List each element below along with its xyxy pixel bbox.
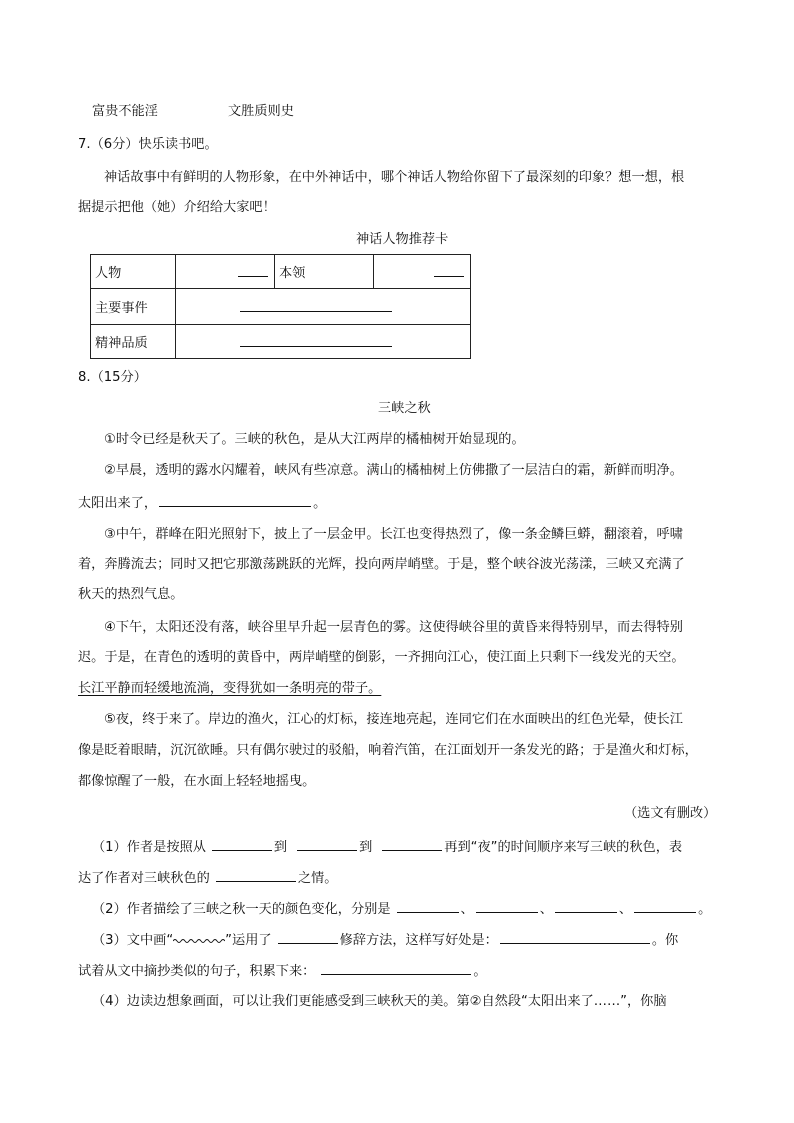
subq1-line2 <box>78 867 337 889</box>
wavy-underline-mark <box>173 934 225 944</box>
subq2-end: 。 <box>698 902 712 917</box>
subq1-text-f: 之情。 <box>297 871 338 886</box>
cell-person-answer[interactable] <box>176 255 275 289</box>
q8-header: 8.（15分） <box>78 370 147 385</box>
subq1-text-c: 到 <box>359 840 373 855</box>
subq2-text: （2）作者描绘了三峡之秋一天的颜色变化，分别是 <box>92 902 391 917</box>
subq2-blank-3[interactable] <box>555 898 617 913</box>
subq2-sep-3: 、 <box>618 902 633 917</box>
paragraph-5-line3: 都像惊醒了一般，在水面上轻轻地摇曳。 <box>78 774 316 789</box>
paragraph-1: ①时令已经是秋天了。三峡的秋色，是从大江两岸的橘柚树开始显现的。 <box>104 432 525 447</box>
subq2-blank-1[interactable] <box>397 898 459 913</box>
subq1-blank-1[interactable] <box>212 836 272 851</box>
subq1-blank-3[interactable] <box>382 836 442 851</box>
subq3-text-c: 修辞方法，这样写好处是： <box>339 933 498 948</box>
source-note: （选文有删改） <box>624 806 717 821</box>
cell-label-ability: 本领 <box>275 255 374 289</box>
paragraph-5-line2: 像是眨着眼睛，沉沉欲睡。只有偶尔驶过的驳船，响着汽笛，在江面划开一条发光的路；于是渔火和灯标， <box>78 743 698 758</box>
subq3-line2 <box>78 960 487 982</box>
top-phrase-1: 富贵不能淫 <box>92 104 158 119</box>
qualities-blank[interactable] <box>240 332 392 347</box>
cell-ability-answer[interactable] <box>374 255 471 289</box>
paragraph-2-line1: ②早晨，透明的露水闪耀着，峡风有些凉意。满山的橘柚树上仿佛撒了一层洁白的霜，新鲜而明净。 <box>104 463 683 478</box>
top-phrase-2: 文胜质则史 <box>228 104 294 119</box>
subq2-blank-2[interactable] <box>476 898 538 913</box>
subq3-text-f: 。 <box>473 964 487 979</box>
paragraph-3-line2: 着，奔腾流去；同时又把它那激荡跳跃的光辉，投向两岸峭壁。于是，整个峡谷波光荡漾，三峡又充满了 <box>78 557 685 572</box>
subq2-sep-2: 、 <box>539 902 553 917</box>
subq1-line1 <box>92 836 682 858</box>
ability-blank[interactable] <box>434 262 464 277</box>
cell-label-qualities: 精神品质 <box>91 325 176 359</box>
subq1-blank-2[interactable] <box>297 836 357 851</box>
cell-qualities-answer[interactable] <box>176 325 471 359</box>
subq4-line: （4）边读边想象画面，可以让我们更能感受到三峡秋天的美。第②自然段“太阳出来了……”，你脑 <box>92 994 667 1009</box>
subq1-text-b: 到 <box>273 840 288 855</box>
paragraph-2-line2 <box>78 492 326 514</box>
subq3-text-b: ”运用了 <box>225 933 272 948</box>
subq2-blank-4[interactable] <box>634 898 696 913</box>
q7-prompt-line1: 神话故事中有鲜明的人物形象，在中外神话中，哪个神话人物给你留下了最深刻的印象？想一想，根 <box>104 170 685 185</box>
subq1-text-e: 达了作者对三峡秋色的 <box>78 871 210 886</box>
subq1-blank-4[interactable] <box>216 867 296 882</box>
subq3-text-a: （3）文中画“ <box>92 933 174 948</box>
cell-label-person: 人物 <box>91 255 176 289</box>
subq2-line <box>92 898 711 920</box>
subq1-text-a: （1）作者是按照从 <box>92 840 206 855</box>
subq3-text-d: 。你 <box>651 933 679 948</box>
paragraph-5-line1: ⑤夜，终于来了。岸边的渔火，江心的灯标，接连地亮起，连同它们在水面映出的红色光晕，使长江 <box>104 712 683 727</box>
paragraph-3-line1: ③中午，群峰在阳光照射下，披上了一层金甲。长江也变得热烈了，像一条金鳞巨蟒，翻滚着，呼啸 <box>104 527 683 542</box>
person-blank[interactable] <box>238 262 268 277</box>
subq3-text-e: 试着从文中摘抄类似的句子，积累下来： <box>78 964 316 979</box>
paragraph-4-line2: 迟。于是，在青色的透明的黄昏中，两岸峭壁的倒影，一齐拥向江心，使江面上只剩下一线发光的天空。 <box>78 650 685 665</box>
cell-events-answer[interactable] <box>176 289 471 325</box>
recommend-card-table <box>90 254 471 359</box>
passage-title: 三峡之秋 <box>378 401 431 416</box>
p2-blank[interactable] <box>159 492 311 507</box>
paragraph-4-line3-underlined: 长江平静而轻缓地流淌，变得犹如一条明亮的带子。 <box>78 681 382 696</box>
p2-suffix: 。 <box>313 496 327 511</box>
subq3-blank-1[interactable] <box>278 929 338 944</box>
q7-prompt-line2: 据提示把他（她）介绍给大家吧！ <box>78 200 276 215</box>
subq3-blank-2[interactable] <box>500 929 650 944</box>
card-title: 神话人物推荐卡 <box>356 232 449 247</box>
subq3-line1 <box>92 929 678 951</box>
subq1-text-d: 再到“夜”的时间顺序来写三峡的秋色，表 <box>444 840 683 855</box>
cell-label-events: 主要事件 <box>91 289 176 325</box>
p2-prefix: 太阳出来了， <box>78 496 158 511</box>
paragraph-4-line1: ④下午，太阳还没有落，峡谷里早升起一层青色的雾。这使得峡谷里的黄昏来得特别早，而去得特别 <box>104 620 683 635</box>
q7-header: 7.（6分）快乐读书吧。 <box>78 137 218 152</box>
paragraph-3-line3: 秋天的热烈气息。 <box>78 587 184 602</box>
events-blank[interactable] <box>240 297 392 312</box>
subq2-sep-1: 、 <box>460 902 474 917</box>
subq3-blank-3[interactable] <box>321 960 471 975</box>
